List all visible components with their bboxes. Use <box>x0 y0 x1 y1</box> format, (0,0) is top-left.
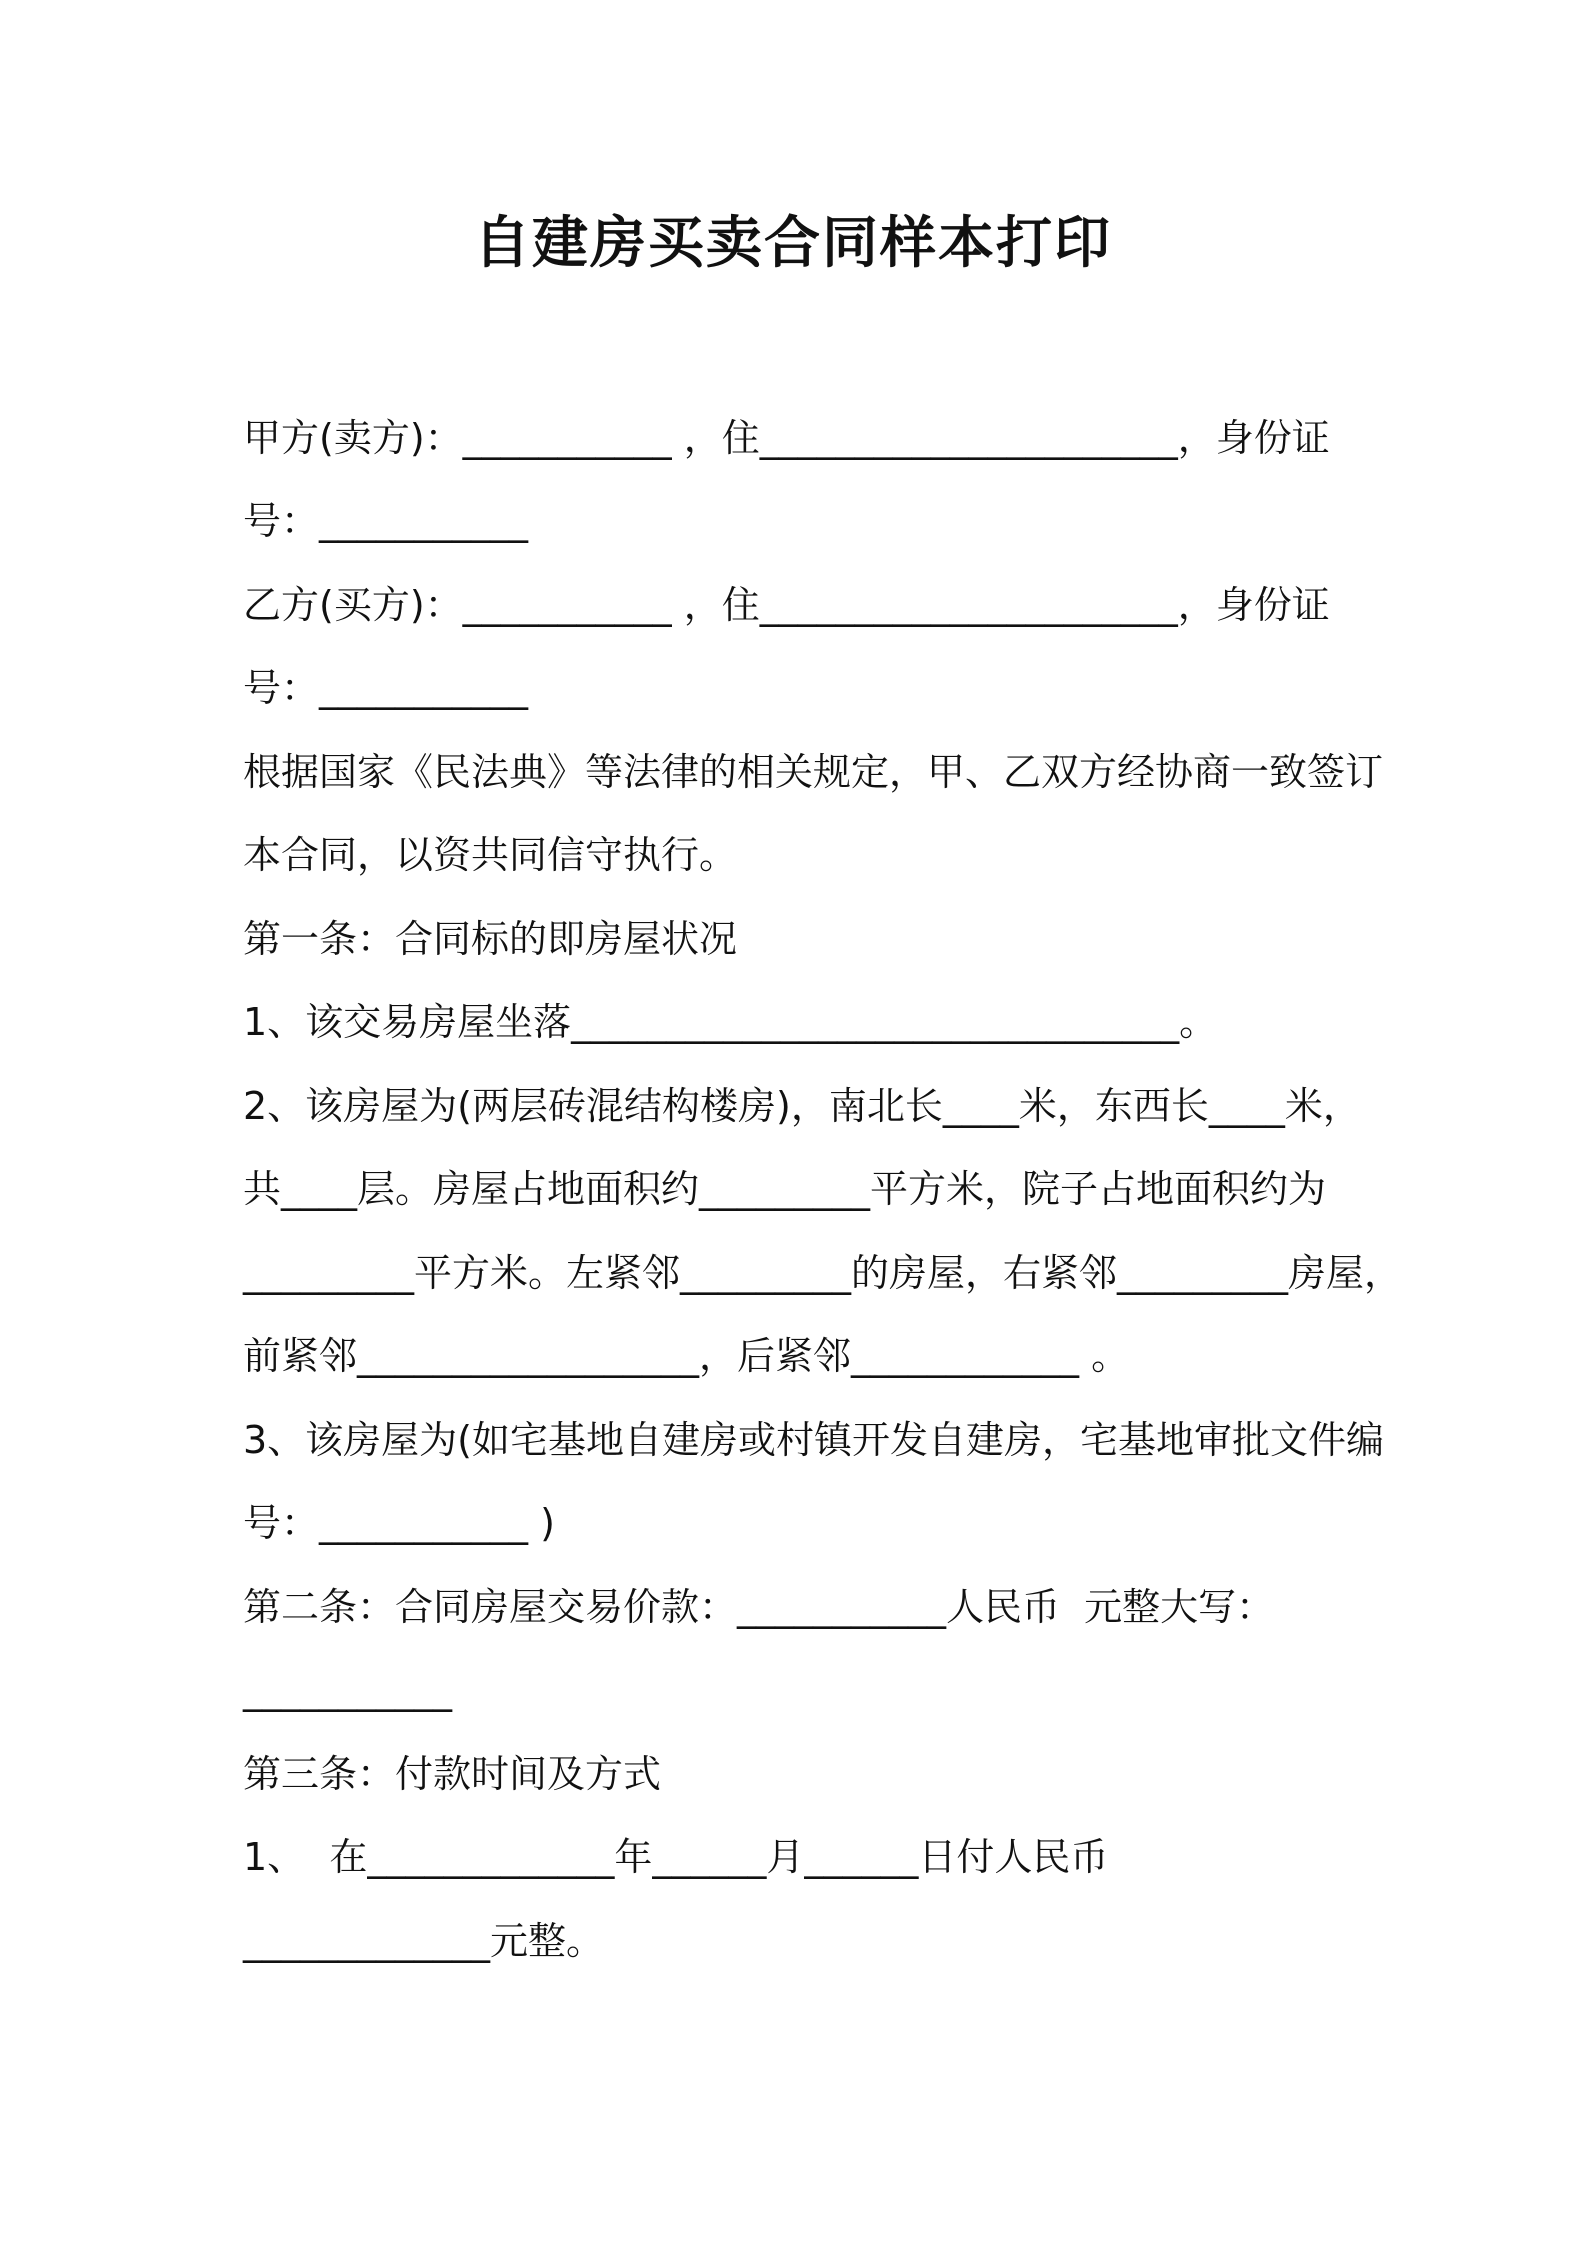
article-1-item-3-line-1: 3、该房屋为(如宅基地自建房或村镇开发自建房，宅基地审批文件编 <box>243 1418 1385 1462</box>
article-2-amount-blank: ___________ <box>243 1668 452 1712</box>
party-b-id-line: 号：___________ <box>243 666 529 710</box>
article-1-item-1: 1、该交易房屋坐落________________________________。 <box>243 1000 1218 1044</box>
article-3-heading: 第三条：付款时间及方式 <box>243 1752 662 1796</box>
article-1-heading: 第一条：合同标的即房屋状况 <box>243 917 738 961</box>
party-b-line: 乙方(买方)：___________ ，住______________________，身份证 <box>243 583 1330 627</box>
article-1-item-2-line-3: _________平方米。左紧邻_________的房屋，右紧邻_________房屋， <box>243 1251 1403 1295</box>
preamble-line-1: 根据国家《民法典》等法律的相关规定，甲、乙双方经协商一致签订 <box>243 750 1384 794</box>
article-1-item-3-line-2: 号：___________ ) <box>243 1501 555 1545</box>
article-1-item-2-line-2: 共____层。房屋占地面积约_________平方米，院子占地面积约为 <box>243 1167 1327 1211</box>
party-a-id-line: 号：___________ <box>243 499 529 543</box>
article-3-item-1-line-2: _____________元整。 <box>243 1919 605 1963</box>
page-title: 自建房买卖合同样本打印 <box>474 211 1112 276</box>
article-1-item-2-line-4: 前紧邻__________________，后紧邻____________ 。 <box>243 1334 1130 1378</box>
article-1-item-2-line-1: 2、该房屋为(两层砖混结构楼房)，南北长____米，东西长____米， <box>243 1084 1361 1128</box>
article-2-heading: 第二条：合同房屋交易价款：___________人民币 元整大写： <box>243 1585 1275 1629</box>
party-a-line: 甲方(卖方)：___________ ，住______________________，身份证 <box>243 416 1330 460</box>
preamble-line-2: 本合同，以资共同信守执行。 <box>243 833 738 877</box>
article-3-item-1-line-1: 1、 在_____________年______月______日付人民币 <box>243 1835 1109 1879</box>
